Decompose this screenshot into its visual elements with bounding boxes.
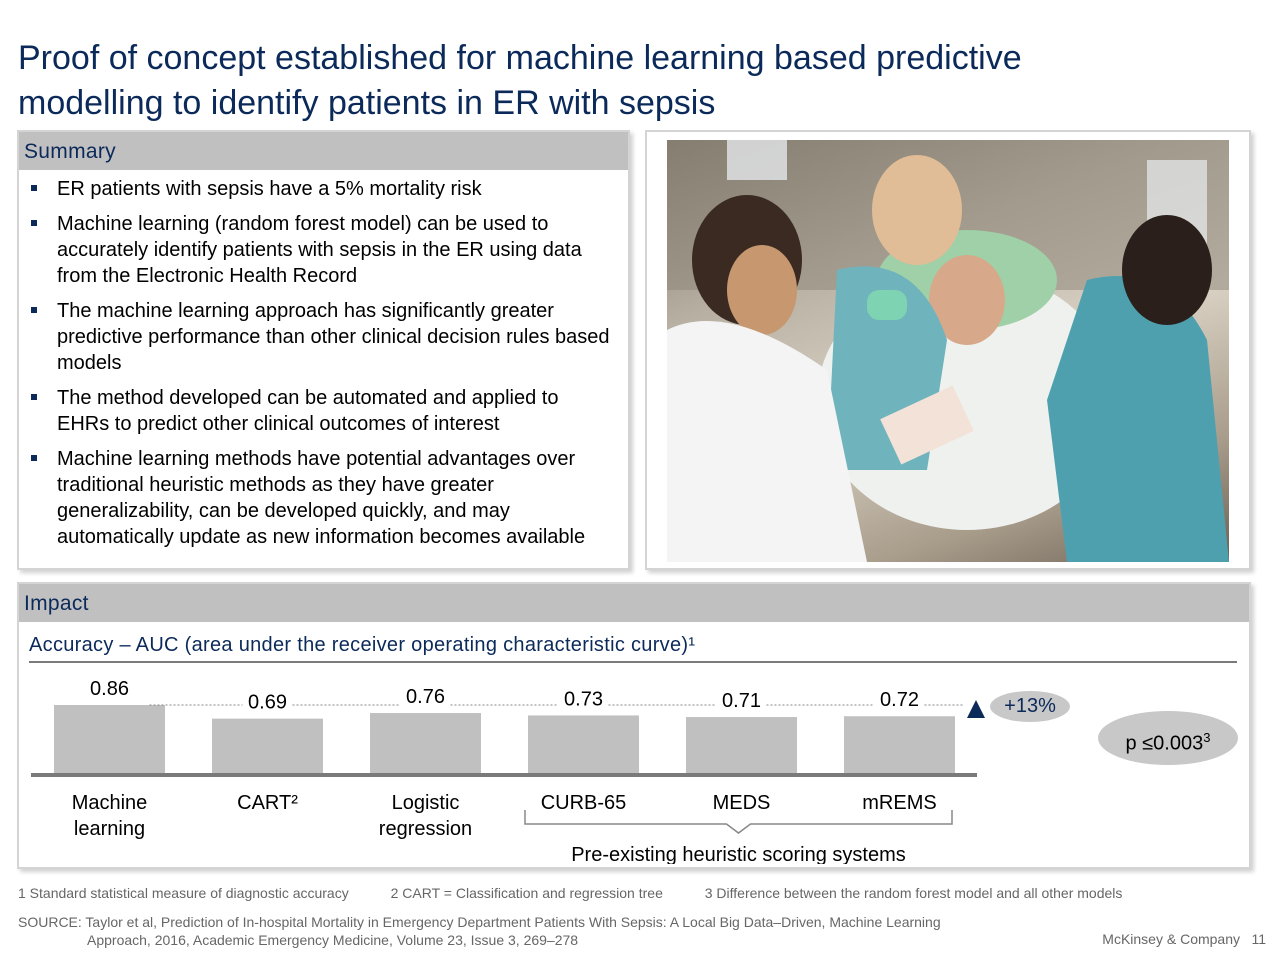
source-line-2: Approach, 2016, Academic Emergency Medicine, Volume 23, Issue 3, 269–278 — [87, 932, 579, 948]
improvement-badge: +13% — [990, 691, 1070, 722]
footnote-3: 3 Difference between the random forest model and all other models — [704, 885, 1123, 901]
er-medical-team-photo — [667, 140, 1229, 562]
category-label: CART² — [237, 792, 298, 814]
photo-frame — [645, 130, 1251, 570]
bar-value-label: 0.71 — [722, 690, 761, 713]
summary-bullet-list — [19, 170, 628, 550]
summary-panel — [17, 130, 630, 570]
bar-0 — [54, 705, 165, 774]
bullet-icon — [31, 220, 37, 226]
bullet-text: Machine learning (random forest model) can be used to accurately identify patients with sepsis in the ER using data from the Electronic Health Record — [57, 213, 582, 287]
impact-heading: Impact — [19, 584, 1249, 622]
category-label: MEDS — [712, 792, 771, 814]
bar-3 — [528, 715, 639, 774]
page-title-line-1: Proof of concept established for machine learning based predictive — [18, 39, 1022, 77]
category-label: Machine — [71, 792, 148, 814]
chart-subtitle: Accuracy – AUC (area under the receiver operating characteristic curve)¹ — [29, 634, 696, 656]
bar-value-label: 0.72 — [880, 689, 919, 712]
bullet-text: The machine learning approach has significantly greater predictive performance than other clinical decision rules based models — [57, 300, 610, 374]
page-number: 11 — [1251, 931, 1266, 947]
page-title-line-2: modelling to identify patients in ER with sepsis — [18, 84, 716, 122]
category-label: Logistic — [391, 792, 460, 814]
summary-bullet — [27, 446, 614, 550]
bullet-icon — [31, 185, 37, 191]
category-label: regression — [378, 818, 473, 840]
bullet-icon — [31, 394, 37, 400]
bullet-icon — [31, 307, 37, 313]
triangle-up-icon — [967, 700, 985, 718]
bar-value-label: 0.76 — [406, 686, 445, 709]
bullet-icon — [31, 455, 37, 461]
p-value-footnote-marker: 3 — [1203, 730, 1211, 745]
p-value-text: p ≤0.003 — [1125, 732, 1204, 755]
summary-bullet — [27, 385, 614, 437]
bar-1 — [212, 719, 323, 774]
summary-heading: Summary — [19, 132, 628, 170]
footnote-1: 1 Standard statistical measure of diagnostic accuracy — [18, 885, 349, 901]
photo-illustration — [667, 140, 1229, 562]
summary-bullet — [27, 176, 614, 202]
p-value-badge — [1098, 711, 1238, 765]
bar-value-label: 0.86 — [90, 678, 129, 700]
summary-bullet — [27, 298, 614, 376]
bullet-text: ER patients with sepsis have a 5% mortality risk — [57, 178, 482, 200]
brand-label: McKinsey & Company — [1102, 931, 1240, 947]
impact-panel — [17, 582, 1251, 869]
bar-value-label: 0.73 — [564, 688, 603, 711]
auc-bar-chart — [19, 664, 1019, 864]
group-label: Pre-existing heuristic scoring systems — [571, 844, 906, 864]
page-title — [18, 36, 1218, 126]
summary-bullet — [27, 211, 614, 289]
subtitle-rule — [29, 661, 1237, 663]
bar-value-label: 0.69 — [248, 691, 287, 714]
footnotes — [18, 885, 1160, 901]
category-label: CURB-65 — [540, 792, 627, 814]
bar-2 — [370, 713, 481, 774]
category-label: mREMS — [862, 792, 937, 814]
source-citation — [18, 913, 941, 949]
source-line-1: SOURCE: Taylor et al, Prediction of In-hospital Mortality in Emergency Department Patients With Sepsis: A Local Big Data–Driven, Machine Learning — [18, 914, 941, 930]
bar-4 — [686, 717, 797, 774]
footnote-2: 2 CART = Classification and regression tree — [390, 885, 663, 901]
bar-5 — [844, 716, 955, 774]
category-label: learning — [73, 818, 146, 840]
bullet-text: The method developed can be automated and applied to EHRs to predict other clinical outcomes of interest — [57, 387, 559, 435]
bullet-text: Machine learning methods have potential advantages over traditional heuristic methods as they have greater generalizability, can be developed quickly, and may automatically update as new information becomes available — [57, 448, 586, 548]
